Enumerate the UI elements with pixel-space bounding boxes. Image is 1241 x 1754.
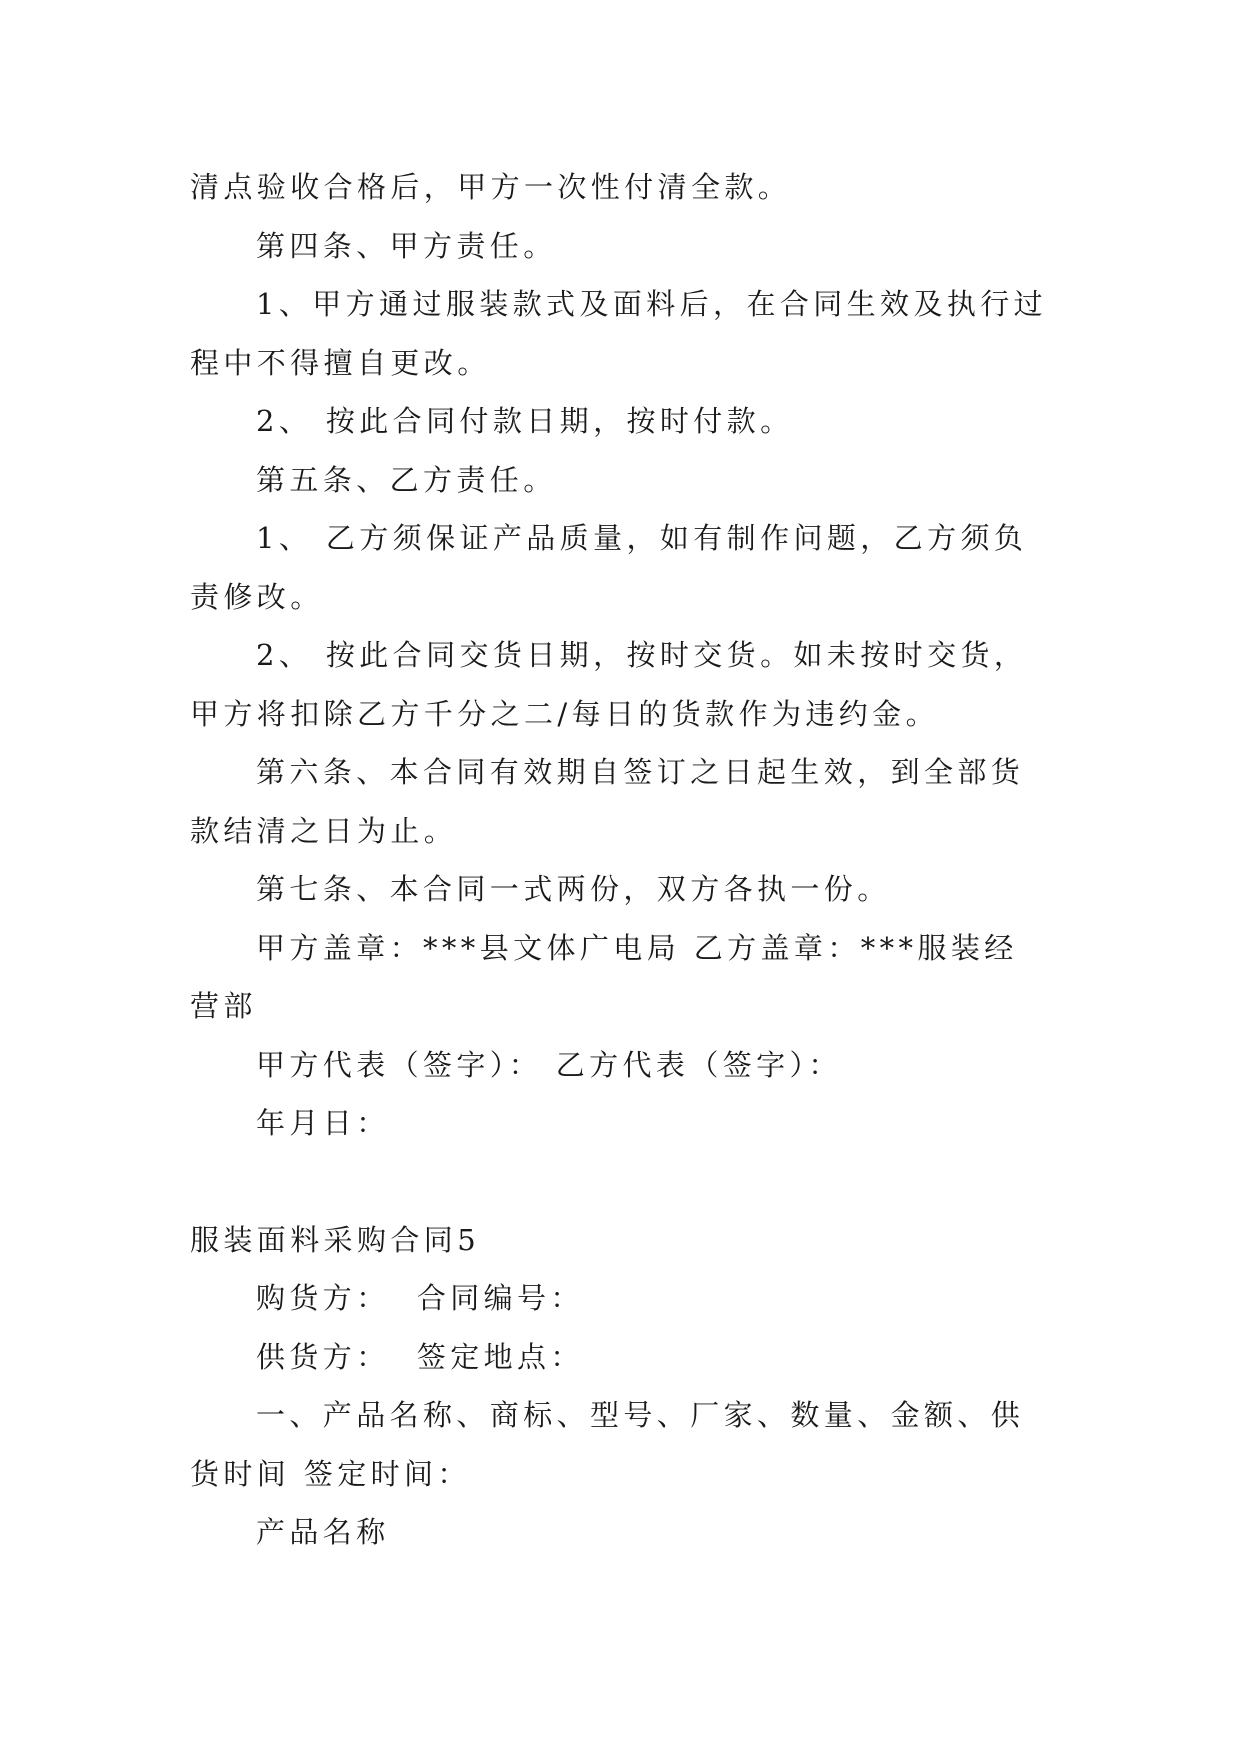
- party-seals: 甲方盖章：***县文体广电局 乙方盖章：***服装经营部: [190, 930, 1018, 1023]
- article-4-item-1: 1、甲方通过服装款式及面料后，在合同生效及执行过程中不得擅自更改。: [190, 287, 1048, 380]
- article-4-item-2: 2、 按此合同付款日期，按时付款。: [256, 404, 794, 438]
- party-representatives: 甲方代表（签字）： 乙方代表（签字）：: [256, 1047, 842, 1082]
- contract-5-title: 服装面料采购合同5: [190, 1222, 481, 1257]
- article-6: 第六条、本合同有效期自签订之日起生效，到全部货款结清之日为止。: [190, 755, 1025, 848]
- article-5-heading: 第五条、乙方责任。: [256, 462, 557, 497]
- article-5-item-1: 1、 乙方须保证产品质量，如有制作问题，乙方须负责修改。: [190, 521, 1028, 614]
- signing-date: 年月日：: [256, 1106, 390, 1140]
- article-5-item-2: 2、 按此合同交货日期，按时交货。如未按时交货，甲方将扣除乙方千分之二/每日的货款作为违约金。: [190, 638, 1028, 731]
- product-name-label: 产品名称: [256, 1515, 390, 1549]
- supplier-and-signing-place: 供货方： 签定地点：: [256, 1339, 584, 1374]
- article-4-heading: 第四条、甲方责任。: [256, 228, 557, 263]
- clause-1-product-info: 一、产品名称、商标、型号、厂家、数量、金额、供货时间 签定时间：: [190, 1398, 1025, 1491]
- section-gap: [190, 1153, 1050, 1211]
- buyer-and-contract-number: 购货方： 合同编号：: [256, 1281, 584, 1315]
- paragraph-payment: 清点验收合格后，甲方一次性付清全款。: [190, 170, 792, 204]
- article-7: 第七条、本合同一式两份，双方各执一份。: [256, 872, 891, 906]
- document-body: [190, 158, 1050, 1562]
